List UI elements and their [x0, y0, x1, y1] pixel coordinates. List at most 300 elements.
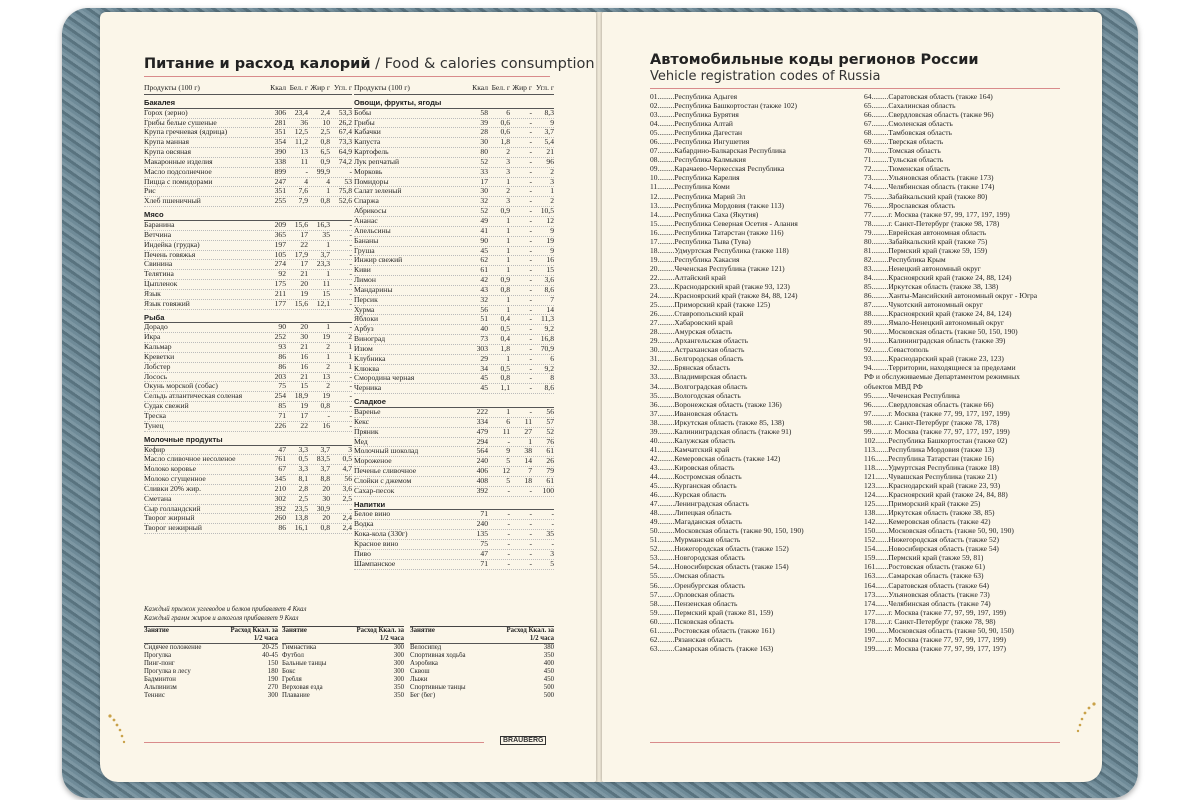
food-name: Бобы — [354, 108, 372, 117]
food-value: 16 — [300, 361, 308, 371]
food-value: 56 — [546, 407, 554, 416]
food-row — [354, 306, 554, 316]
region-code-row: 60.........Псковская область — [650, 616, 734, 626]
region-code-row: 54.........Новосибирская область (также 154) — [650, 562, 789, 572]
food-name: Творог жирный — [144, 514, 195, 523]
food-name: Баранина — [144, 220, 175, 229]
activity-row — [144, 660, 278, 668]
region-code-row: 45.........Курганская область — [650, 481, 737, 491]
food-value: 5 — [506, 475, 510, 485]
activity-row — [144, 692, 278, 700]
food-value: 1,1 — [500, 383, 510, 393]
food-value: 23,3 — [316, 259, 330, 269]
food-value: 6 — [506, 107, 510, 117]
region-code-row: 68.........Тамбовская область — [864, 128, 952, 138]
region-code-row: 80.........Забайкальский край (также 75) — [864, 236, 988, 246]
food-row — [354, 520, 554, 530]
food-value: 52 — [480, 156, 488, 166]
food-value: 15 — [546, 265, 554, 275]
region-codes-col-2 — [864, 92, 1070, 653]
food-value: 0,6 — [500, 117, 510, 127]
activity-row — [282, 652, 404, 660]
food-value: 58 — [480, 107, 488, 117]
region-code-row: 99.........г. Москва (также 77, 97, 177, 197, 199) — [864, 426, 1010, 436]
food-value: 899 — [274, 166, 286, 176]
food-value: 0,6 — [500, 127, 510, 137]
corner-dots-decoration — [106, 710, 146, 750]
food-value: 17 — [300, 229, 308, 239]
region-code-row: 24.........Красноярский край (также 84, 88, 124) — [650, 291, 798, 301]
food-value: 35 — [322, 229, 330, 239]
food-value: - — [529, 215, 532, 225]
food-value: 28 — [480, 127, 488, 137]
food-value: 61 — [480, 265, 488, 275]
region-code-row: 33.........Владимирская область — [650, 372, 747, 382]
activity-kcal: 500 — [543, 684, 554, 691]
food-value: 254 — [274, 391, 286, 401]
food-value: 0,9 — [500, 275, 510, 285]
food-value: 3,7 — [544, 127, 554, 137]
food-value: 56 — [344, 474, 352, 484]
food-name: Рис — [144, 187, 156, 196]
activity-kcal: 300 — [393, 644, 404, 651]
food-value: 16 — [322, 420, 330, 430]
food-value: 6,5 — [320, 147, 330, 157]
food-value: 761 — [274, 454, 286, 464]
food-name: Кекс — [354, 417, 370, 426]
food-value: 334 — [476, 416, 488, 426]
food-value: - — [529, 509, 532, 519]
region-code-row: 29.........Архангельская область — [650, 336, 748, 346]
food-name: Груша — [354, 246, 375, 255]
food-value: 23,4 — [294, 107, 308, 117]
food-value: - — [349, 322, 352, 332]
food-value: 8,3 — [544, 107, 554, 117]
activity-kcal: 20-25 — [262, 644, 278, 651]
food-value: 16,1 — [294, 523, 308, 533]
food-name: Мед — [354, 437, 368, 446]
col-fat: Жир г — [512, 83, 532, 92]
food-value: 19 — [300, 401, 308, 411]
col-fat: Жир г — [310, 83, 330, 92]
activity-name: Бег (бег) — [410, 692, 436, 699]
region-code-row: 19.........Республика Хакасия — [650, 254, 740, 264]
food-value: 20 — [322, 483, 330, 493]
activity-kcal: 350 — [393, 692, 404, 699]
activity-name: Бокс — [282, 668, 296, 675]
food-value: 36 — [300, 117, 308, 127]
food-value: 408 — [476, 475, 488, 485]
food-value: 338 — [274, 156, 286, 166]
food-value: - — [529, 485, 532, 495]
food-row — [144, 422, 352, 432]
food-value: 39 — [480, 117, 488, 127]
food-value: - — [349, 298, 352, 308]
activity-kcal: 300 — [393, 652, 404, 659]
food-value: 86 — [278, 351, 286, 361]
region-code-row: 42.........Кемеровская область (также 142) — [650, 453, 781, 463]
food-row — [354, 296, 554, 306]
region-code-row: 88.........Красноярский край (также 24, 84, 124) — [864, 309, 1012, 319]
food-row — [144, 270, 352, 280]
region-code-row: 46.........Курская область — [650, 490, 727, 500]
food-value: 11 — [524, 416, 532, 426]
food-value: 79 — [546, 466, 554, 476]
food-name: Творог нежирный — [144, 524, 202, 533]
region-code-row: 57.........Орловская область — [650, 589, 735, 599]
food-value: 1 — [326, 351, 330, 361]
food-value: 32 — [480, 294, 488, 304]
food-row — [354, 510, 554, 520]
food-name: Телятина — [144, 270, 174, 279]
food-value: 260 — [274, 513, 286, 523]
food-value: 4,7 — [342, 464, 352, 474]
food-value: 175 — [274, 279, 286, 289]
region-code-row: 66.........Свердловская область (также 96) — [864, 110, 994, 120]
food-value: 3 — [348, 444, 352, 454]
food-value: 1 — [326, 239, 330, 249]
food-name: Шампанское — [354, 559, 396, 568]
food-row — [144, 382, 352, 392]
food-row — [354, 187, 554, 197]
food-row — [354, 148, 554, 158]
activity-name: Велосипед — [410, 644, 442, 651]
food-value: 14 — [546, 304, 554, 314]
activity-kcal: 500 — [543, 692, 554, 699]
food-value: 1 — [326, 322, 330, 332]
food-value: 16 — [546, 255, 554, 265]
food-value: - — [551, 538, 554, 548]
region-code-row: 16.........Республика Татарстан (также 116) — [650, 227, 784, 237]
region-code-row: 06.........Республика Ингушетия — [650, 137, 750, 147]
food-value: 15,6 — [294, 219, 308, 229]
footer-line — [144, 742, 484, 743]
food-value: 294 — [476, 436, 488, 446]
food-value: 33 — [480, 166, 488, 176]
food-value: 135 — [476, 529, 488, 539]
food-value: - — [349, 229, 352, 239]
food-value: 210 — [274, 483, 286, 493]
food-row — [144, 505, 352, 515]
food-value: - — [529, 137, 532, 147]
region-code-row: 90.........Московская область (также 50, 150, 190) — [864, 327, 1018, 337]
food-value: 83,5 — [316, 454, 330, 464]
food-row — [354, 119, 554, 129]
region-code-row: объектов МВД РФ — [864, 381, 923, 391]
food-value: 30,9 — [316, 503, 330, 513]
col-protein: Бел. г — [289, 83, 308, 92]
food-row — [354, 256, 554, 266]
activity-row — [410, 668, 554, 676]
region-code-row: 97.........г. Москва (также 77, 99, 177, 197, 199) — [864, 408, 1010, 418]
food-value: 0,4 — [500, 314, 510, 324]
food-value: 3,7 — [320, 464, 330, 474]
food-row — [354, 276, 554, 286]
region-code-row: 14.........Республика Саха (Якутия) — [650, 209, 759, 219]
food-row — [354, 286, 554, 296]
food-name: Кабачки — [354, 128, 381, 137]
food-name: Картофель — [354, 148, 389, 157]
food-value: 26,2 — [338, 117, 352, 127]
activity-row — [410, 684, 554, 692]
food-value: 71 — [480, 509, 488, 519]
food-value: 3,3 — [298, 444, 308, 454]
food-name: Молоко сгущенное — [144, 475, 206, 484]
food-value: 14 — [524, 456, 532, 466]
activity-kcal: 300 — [393, 660, 404, 667]
region-code-row: 09.........Карачаево-Черкесская Республика — [650, 164, 785, 174]
food-value: - — [529, 529, 532, 539]
food-section-heading: Молочные продукты — [144, 436, 352, 446]
region-code-row: 25.........Приморский край (также 125) — [650, 300, 771, 310]
food-value: - — [529, 275, 532, 285]
food-value: 30 — [300, 332, 308, 342]
title-underline — [650, 88, 1060, 89]
food-value: 13 — [300, 147, 308, 157]
region-code-row: 154.......Новосибирская область (также 54) — [864, 544, 999, 554]
food-value: 40 — [480, 324, 488, 334]
activity-row — [282, 684, 404, 692]
food-value: 64,9 — [338, 147, 352, 157]
food-value: 38 — [524, 446, 532, 456]
activity-row — [410, 644, 554, 652]
food-row — [354, 266, 554, 276]
region-code-row: 22.........Алтайский край — [650, 272, 726, 282]
activity-kcal: 270 — [267, 684, 278, 691]
food-name: Слойки с джемом — [354, 476, 412, 485]
food-value: - — [507, 529, 510, 539]
region-code-row: 116.......Республика Татарстан (также 16) — [864, 453, 994, 463]
food-value: - — [529, 363, 532, 373]
region-code-row: 10.........Республика Карелия — [650, 173, 740, 183]
activity-row — [144, 644, 278, 652]
region-code-row: 65.........Сахалинская область — [864, 101, 956, 111]
food-value: 0,9 — [320, 156, 330, 166]
food-name: Свинина — [144, 260, 173, 269]
region-code-row: 71.........Тульская область — [864, 155, 944, 165]
food-value: 3 — [506, 166, 510, 176]
right-page — [602, 12, 1102, 782]
food-value: 57 — [546, 416, 554, 426]
right-title-en — [650, 69, 881, 84]
food-value: - — [529, 117, 532, 127]
region-code-row: 18.........Удмуртская Республика (также 118) — [650, 245, 789, 255]
act-head-val: Расход Ккал. за 1/2 часа — [506, 627, 554, 642]
food-value: - — [529, 334, 532, 344]
food-name: Белое вино — [354, 510, 391, 519]
food-value: 479 — [476, 426, 488, 436]
food-value: 1 — [506, 304, 510, 314]
food-value: - — [349, 381, 352, 391]
region-code-row: 159.......Пермский край (также 59, 81) — [864, 553, 984, 563]
food-value: 177 — [274, 298, 286, 308]
region-code-row: 31.........Белгородская область — [650, 354, 744, 364]
food-value: 27 — [524, 426, 532, 436]
activity-name: Верховая езда — [282, 684, 323, 691]
food-value: - — [529, 284, 532, 294]
region-code-row: 124.......Красноярский край (также 24, 84, 88) — [864, 490, 1008, 500]
food-value: - — [529, 206, 532, 216]
food-value: 52 — [480, 206, 488, 216]
col-product: Продукты (100 г) — [354, 84, 410, 92]
food-name: Персик — [354, 295, 378, 304]
food-value: - — [529, 127, 532, 137]
food-value: 3 — [506, 156, 510, 166]
left-title-en: / Food & calories consumption — [375, 56, 595, 72]
food-value: - — [529, 294, 532, 304]
food-name: Помидоры — [354, 177, 389, 186]
food-value: 1 — [506, 255, 510, 265]
food-value: - — [529, 235, 532, 245]
food-value: 9 — [550, 245, 554, 255]
food-value: 19 — [546, 235, 554, 245]
food-row — [144, 333, 352, 343]
food-value: - — [349, 391, 352, 401]
region-code-row: 32.........Брянская область — [650, 363, 730, 373]
food-value: 1 — [506, 353, 510, 363]
food-value: 75,8 — [338, 186, 352, 196]
activity-row — [144, 676, 278, 684]
food-row — [144, 524, 352, 534]
food-row — [354, 217, 554, 227]
activity-name: Гребля — [282, 676, 302, 683]
food-value: 16,3 — [316, 219, 330, 229]
region-code-row: 63.........Самарская область (также 163) — [650, 643, 774, 653]
region-code-row: 12.........Республика Марий Эл — [650, 191, 746, 201]
food-value: 4 — [326, 176, 330, 186]
food-row — [354, 197, 554, 207]
region-code-row: 43.........Кировская область — [650, 462, 735, 472]
food-value: 35 — [546, 529, 554, 539]
food-name: Сливки 20% жир. — [144, 484, 201, 493]
food-value: 13 — [322, 371, 330, 381]
food-value: 17 — [480, 176, 488, 186]
food-value: 67 — [278, 464, 286, 474]
activity-row — [144, 652, 278, 660]
food-value: 240 — [476, 519, 488, 529]
food-name: Апельсины — [354, 226, 391, 235]
food-value: 9 — [550, 225, 554, 235]
food-value: 47 — [278, 444, 286, 454]
food-value: 1 — [506, 294, 510, 304]
food-name: Молочный шоколад — [354, 447, 419, 456]
food-value: - — [529, 304, 532, 314]
food-name: Сыр голландский — [144, 504, 201, 513]
region-code-row: 47.........Ленинградская область — [650, 499, 749, 509]
region-code-row: 44.........Костромская область — [650, 471, 742, 481]
food-value: 240 — [476, 456, 488, 466]
food-value: 3,7 — [320, 249, 330, 259]
food-value: 3,3 — [298, 464, 308, 474]
activity-name: Спортивная ходьба — [410, 652, 466, 659]
corner-dots-decoration — [1058, 700, 1098, 740]
food-name: Дорадо — [144, 323, 168, 332]
activity-kcal: 300 — [267, 692, 278, 699]
food-value: 23,5 — [294, 503, 308, 513]
activity-table-3 — [410, 626, 554, 700]
food-row — [144, 353, 352, 363]
food-value: 274 — [274, 259, 286, 269]
food-name: Виноград — [354, 335, 386, 344]
food-value: 100 — [542, 485, 554, 495]
food-value: 19 — [322, 391, 330, 401]
food-row — [354, 168, 554, 178]
food-value: - — [529, 407, 532, 416]
food-value: 390 — [274, 147, 286, 157]
food-value: - — [349, 411, 352, 420]
food-value: 1 — [348, 342, 352, 352]
food-value: 365 — [274, 229, 286, 239]
food-value: 71 — [278, 411, 286, 420]
food-value: 9,2 — [544, 363, 554, 373]
food-value: 21 — [300, 371, 308, 381]
food-section-heading: Овощи, фрукты, ягоды — [354, 99, 554, 109]
food-name: Ветчина — [144, 230, 172, 239]
food-value: 96 — [546, 156, 554, 166]
food-row — [354, 207, 554, 217]
food-value: - — [349, 279, 352, 289]
food-value: - — [349, 166, 352, 176]
region-code-row: 85.........Иркутская область (также 38, 138) — [864, 281, 999, 291]
region-code-row: 152.......Нижегородская область (также 52) — [864, 535, 999, 545]
region-code-row: 50.........Московская область (также 90, 150, 190) — [650, 526, 804, 536]
food-value: 12 — [546, 215, 554, 225]
region-code-row: 23.........Краснодарский край (также 93, 123) — [650, 281, 790, 291]
food-name: Абрикосы — [354, 207, 387, 216]
food-row — [354, 550, 554, 560]
food-value: 52 — [546, 426, 554, 436]
footer-line — [650, 742, 1060, 743]
food-name: Варенье — [354, 408, 381, 416]
food-value: 42 — [480, 275, 488, 285]
food-name: Масло подсолнечное — [144, 167, 212, 176]
food-value: 86 — [278, 361, 286, 371]
food-row — [144, 402, 352, 412]
region-code-row: 199.......г. Москва (также 77, 97, 99, 177, 197) — [864, 643, 1007, 653]
food-value: 303 — [476, 343, 488, 353]
food-name: Треска — [144, 412, 167, 420]
food-value: - — [529, 265, 532, 275]
activity-row — [144, 684, 278, 692]
food-value: 8 — [550, 373, 554, 383]
act-head-val: Расход Ккал. за 1/2 часа — [230, 627, 278, 642]
food-section-heading: Бакалея — [144, 99, 352, 109]
food-value: 1 — [506, 225, 510, 235]
food-row — [144, 197, 352, 207]
food-value: 8,1 — [298, 474, 308, 484]
food-value: - — [349, 219, 352, 229]
food-value: - — [529, 548, 532, 558]
food-value: 306 — [274, 107, 286, 117]
activity-name: Сквош — [410, 668, 430, 675]
food-value: - — [529, 245, 532, 255]
food-value: - — [529, 538, 532, 548]
food-value: 3 — [550, 176, 554, 186]
food-value: 30 — [322, 493, 330, 503]
food-value: - — [529, 519, 532, 529]
brand-logo: BRAUBERG — [500, 736, 546, 745]
food-row — [144, 109, 352, 119]
food-value: 3 — [506, 196, 510, 206]
col-carbs: Угл. г — [333, 83, 352, 92]
food-value: 43 — [480, 284, 488, 294]
activity-row — [282, 644, 404, 652]
food-row — [144, 280, 352, 290]
food-value: 9,2 — [544, 324, 554, 334]
food-value: 9 — [550, 117, 554, 127]
activity-name: Гимнастика — [282, 644, 317, 651]
food-value: 67,4 — [338, 127, 352, 137]
